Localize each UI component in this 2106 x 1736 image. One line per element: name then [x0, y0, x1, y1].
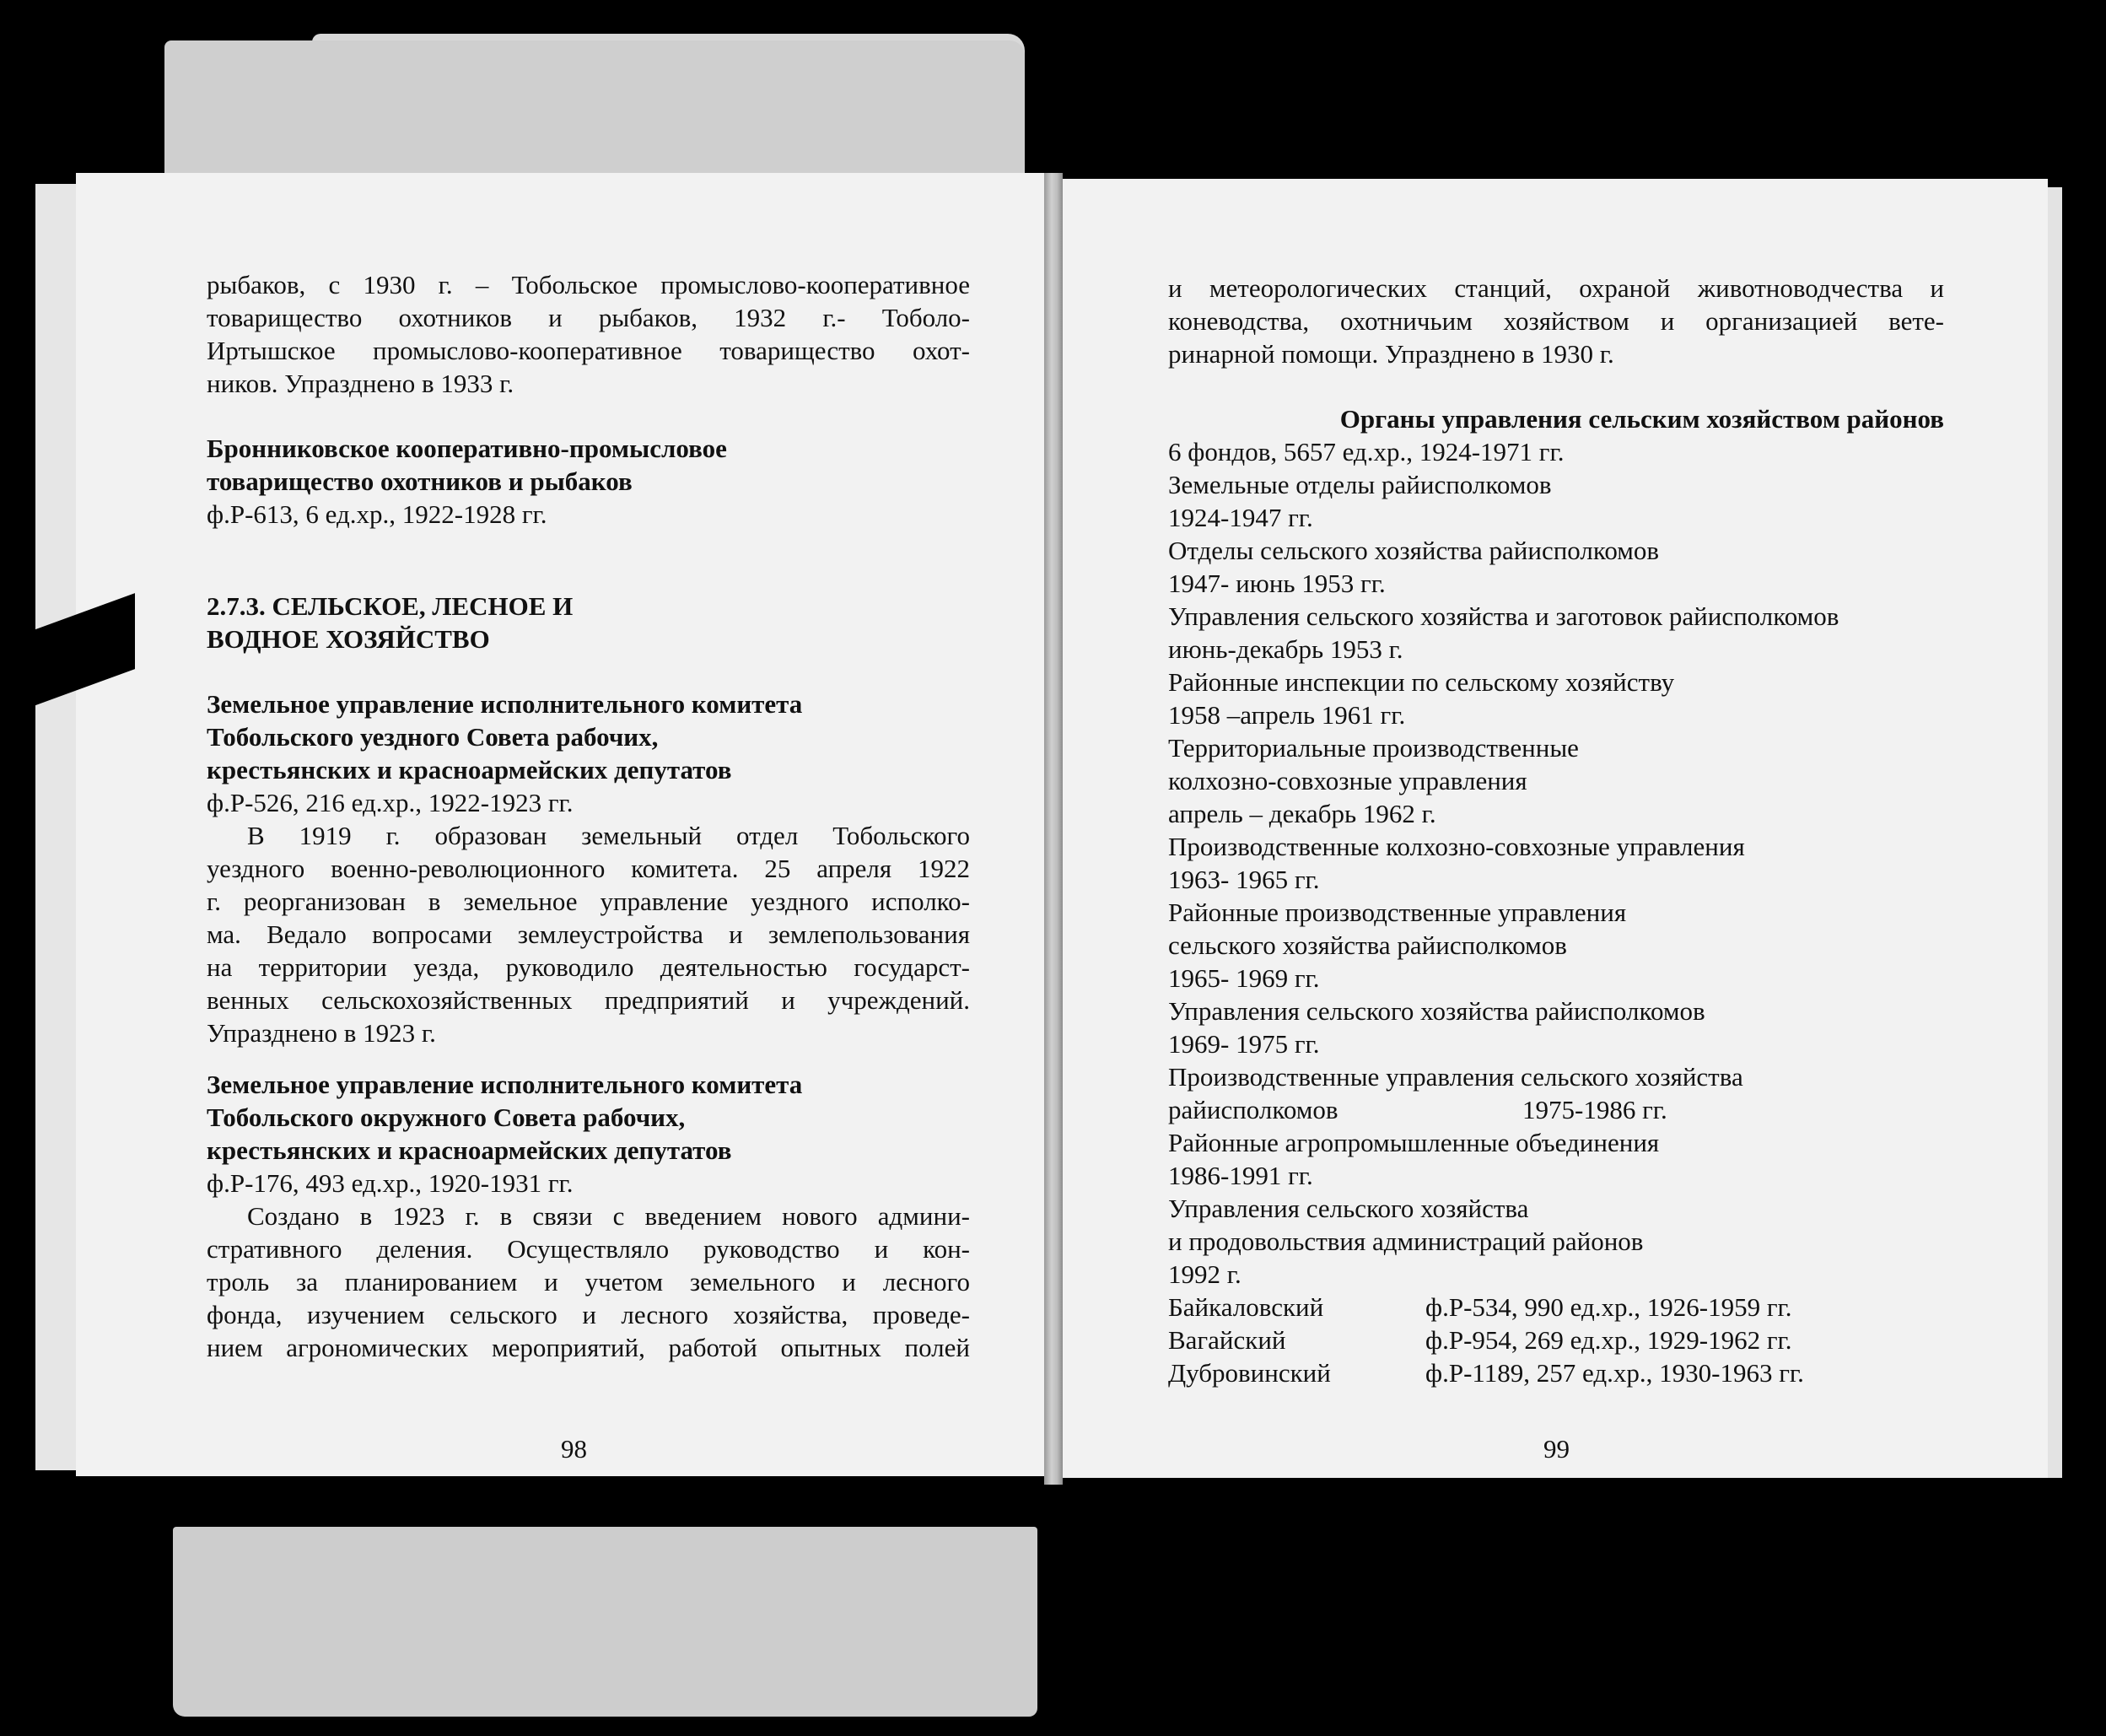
entry-title: товарищество охотников и рыбаков — [207, 466, 633, 496]
page-number-right: 99 — [1543, 1434, 1570, 1464]
text-line: троль за планированием и учетом земельного и лесного — [207, 1267, 970, 1297]
entry-dates: 1975-1986 гг. — [1522, 1095, 1667, 1124]
entry-name: Производственные колхозно-совхозные управления — [1168, 832, 1745, 861]
text-line: Иртышское промыслово-кооперативное товарищество охот- — [207, 336, 970, 365]
text-line: Создано в 1923 г. в связи с введением нового админи- — [247, 1201, 970, 1231]
binder-clip-top — [164, 40, 1025, 188]
entry-title: Бронниковское кооперативно-промысловое — [207, 434, 727, 463]
entry-name: и продовольствия администраций районов — [1168, 1227, 1644, 1256]
district-row — [1168, 1356, 1944, 1389]
binder-clip-bottom — [173, 1527, 1037, 1717]
section-heading: 2.7.3. СЕЛЬСКОЕ, ЛЕСНОЕ И — [207, 591, 574, 621]
entry-name: Управления сельского хозяйства и заготовок райисполкомов — [1168, 601, 1839, 631]
text-line: Упразднено в 1923 г. — [207, 1018, 436, 1048]
entry-name: сельского хозяйства райисполкомов — [1168, 930, 1567, 960]
fond-info: ф.Р-526, 216 ед.хр., 1922-1923 гг. — [207, 788, 574, 817]
text-line: ников. Упразднено в 1933 г. — [207, 369, 514, 398]
entry-name: Районные агропромышленные объединения — [1168, 1128, 1660, 1157]
district-fond: ф.Р-954, 269 ед.хр., 1929-1962 гг. — [1425, 1325, 1792, 1355]
district-name: Байкаловский — [1168, 1292, 1324, 1322]
district-row — [1168, 1324, 1944, 1356]
text-line: фонда, изучением сельского и лесного хозяйства, проведе- — [207, 1300, 970, 1329]
district-name: Дубровинский — [1168, 1358, 1331, 1388]
text-line: венных сельскохозяйственных предприятий и учреждений. — [207, 985, 970, 1015]
group-summary: 6 фондов, 5657 ед.хр., 1924-1971 гг. — [1168, 437, 1565, 466]
entry-name: Районные производственные управления — [1168, 898, 1627, 927]
entry-name: Управления сельского хозяйства райисполкомов — [1168, 996, 1705, 1026]
entry-inline — [1168, 1093, 1944, 1126]
entry-name: райисполкомов — [1168, 1095, 1338, 1124]
entry-dates: 1947- июнь 1953 гг. — [1168, 569, 1386, 598]
entry-dates: 1969- 1975 гг. — [1168, 1029, 1320, 1059]
text-line: нием агрономических мероприятий, работой опытных полей — [207, 1333, 970, 1362]
text-line: и метеорологических станций, охраной животноводчества и — [1168, 273, 1944, 303]
text-line: уездного военно-революционного комитета. 25 апреля 1922 — [207, 854, 970, 883]
text-line: ма. Ведало вопросами землеустройства и землепользования — [207, 919, 970, 949]
entry-name: Производственные управления сельского хозяйства — [1168, 1062, 1743, 1092]
entry-title: крестьянских и красноармейских депутатов — [207, 755, 732, 784]
text-line: коневодства, охотничьим хозяйством и организацией вете- — [1168, 306, 1944, 336]
entry-dates: 1958 –апрель 1961 гг. — [1168, 700, 1406, 730]
right-page-text — [1168, 272, 1944, 1389]
text-line: товарищество охотников и рыбаков, 1932 г.- Тоболо- — [207, 303, 970, 332]
text-line: на территории уезда, руководило деятельностью государст- — [207, 952, 970, 982]
district-name: Вагайский — [1168, 1325, 1286, 1355]
district-fond: ф.Р-534, 990 ед.хр., 1926-1959 гг. — [1425, 1292, 1792, 1322]
text-line: стративного деления. Осуществляло руководство и кон- — [207, 1234, 970, 1264]
entry-dates: 1963- 1965 гг. — [1168, 865, 1320, 894]
page-number-left: 98 — [561, 1434, 587, 1464]
entry-dates: 1924-1947 гг. — [1168, 503, 1313, 532]
text-line: В 1919 г. образован земельный отдел Тобольского — [247, 821, 970, 850]
entry-dates: 1965- 1969 гг. — [1168, 963, 1320, 993]
text-line: ринарной помощи. Упразднено в 1930 г. — [1168, 339, 1614, 369]
entry-title: Земельное управление исполнительного комитета — [207, 1070, 803, 1099]
group-title: Органы управления сельским хозяйством районов — [1339, 404, 1944, 434]
entry-name: Районные инспекции по сельскому хозяйству — [1168, 667, 1675, 697]
book-gutter — [1044, 173, 1063, 1485]
entry-title: Тобольского окружного Совета рабочих, — [207, 1103, 686, 1132]
entry-title: крестьянских и красноармейских депутатов — [207, 1135, 732, 1165]
text-line: рыбаков, с 1930 г. – Тобольское промыслово-кооперативное — [207, 270, 970, 299]
entry-name: Земельные отделы райисполкомов — [1168, 470, 1552, 499]
entry-title: Земельное управление исполнительного комитета — [207, 689, 803, 719]
fond-info: ф.Р-176, 493 ед.хр., 1920-1931 гг. — [207, 1168, 574, 1198]
entry-name: Управления сельского хозяйства — [1168, 1194, 1529, 1223]
district-fond: ф.Р-1189, 257 ед.хр., 1930-1963 гг. — [1425, 1358, 1804, 1388]
district-row — [1168, 1291, 1944, 1324]
entry-name: Отделы сельского хозяйства райисполкомов — [1168, 536, 1660, 565]
text-line: г. реорганизован в земельное управление уездного исполко- — [207, 887, 970, 916]
entry-dates: апрель – декабрь 1962 г. — [1168, 799, 1436, 828]
entry-dates: июнь-декабрь 1953 г. — [1168, 634, 1403, 664]
section-heading: ВОДНОЕ ХОЗЯЙСТВО — [207, 624, 490, 654]
entry-dates: 1986-1991 гг. — [1168, 1161, 1313, 1190]
fond-info: ф.Р-613, 6 ед.хр., 1922-1928 гг. — [207, 499, 547, 529]
entry-dates: 1992 г. — [1168, 1259, 1242, 1289]
left-page-text — [207, 268, 970, 1364]
entry-name: Территориальные производственные — [1168, 733, 1579, 763]
entry-title: Тобольского уездного Совета рабочих, — [207, 722, 659, 752]
entry-name: колхозно-совхозные управления — [1168, 766, 1527, 795]
